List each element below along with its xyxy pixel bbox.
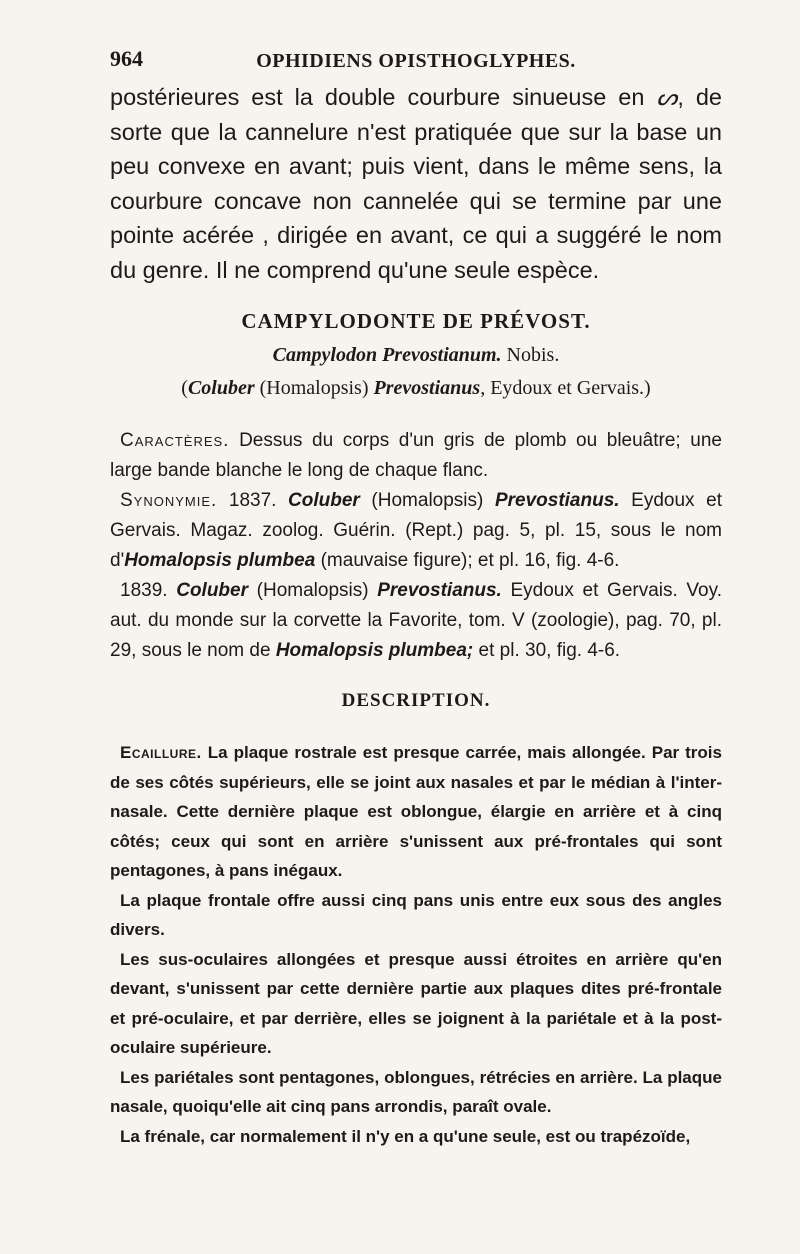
binomial-author: Nobis.: [501, 344, 560, 366]
synonymie-rest-1: Eydoux et Gervais. Magaz. zoolog. Guérin. (Rept.) pag. 5, pl. 15, sous le nom d': [110, 490, 722, 571]
running-head: OPHIDIENS OPISTHOGLYPHES.: [256, 50, 576, 72]
lead-paragraph: [110, 80, 722, 287]
synonym-genus: Coluber: [187, 377, 255, 399]
synonym-subgenus: (Homalopsis): [254, 377, 374, 399]
synonymie-year-2: 1839.: [120, 580, 177, 601]
synonymie-sub-1: (Homalopsis): [359, 490, 495, 511]
synonym-line: [110, 377, 722, 400]
caracteres-text: Dessus du corps d'un gris de plomb ou bleuâtre; une large bande blanche le long de chaque flanc.: [110, 430, 722, 481]
page-header: [110, 42, 722, 80]
synonymie-year-1: 1837.: [217, 490, 289, 511]
synonymie-rest-2: Eydoux et Gervais. Voy. aut. du monde sur la corvette la Favorite, tom. V (zoologie), pag. 70, pl. 29, sous le nom de: [110, 580, 722, 661]
binomial-latin: Campylodon Prevostianum.: [272, 344, 502, 366]
caracteres-paragraph: [110, 426, 722, 486]
description-paragraph-4: Les pariétales sont pentagones, oblongues, rétrécies en arrière. La plaque nasale, quoiqu'elle ait cinq pans arrondis, paraît ovale.: [110, 1067, 722, 1116]
synonymie-paragraph-2: [110, 576, 722, 666]
synonymie-label: Synonymie.: [120, 490, 218, 511]
synonymie-species-2: Prevostianus.: [377, 580, 502, 601]
synonymie-end-1: (mauvaise figure); et pl. 16, fig. 4-6.: [315, 550, 620, 571]
synonymie-end-2: et pl. 30, fig. 4-6.: [473, 640, 621, 661]
description-paragraph-2: La plaque frontale offre aussi cinq pans unis entre eux sous des angles divers.: [110, 890, 722, 939]
page-number: 964: [110, 46, 143, 71]
description-paragraph-1: [110, 738, 722, 886]
lead-text-a: postérieures est la double courbure sinueuse en: [110, 84, 657, 110]
lead-text-b: , de sorte que la cannelure n'est pratiquée que sur la base un peu convexe en avant; puis vient, dans le même sens, la courbure concave non cannelée qui se termine par une pointe acérée , dirigée en avant, ce qui a suggéré le nom du genre. Il ne comprend qu'une seule espèce.: [110, 84, 722, 283]
binomial-name: [110, 344, 722, 367]
book-page: [110, 42, 722, 1151]
synonymie-paragraph-1: [110, 486, 722, 576]
synonymie-name-1: Homalopsis plumbea: [124, 550, 316, 571]
ecaillure-label: Ecaillure.: [120, 743, 202, 762]
synonym-open: (: [181, 377, 188, 399]
description-text-1: La plaque rostrale est presque carrée, mais allongée. Par trois de ses côtés supérieurs, elle se joint aux nasales et par le médian à l'inter-nasale. Cette dernière plaque est oblongue, élargie en arrière et à cinq côtés; ceux qui sont en arrière s'unissent aux pré-frontales qui sont pentagones, à pans inégaux.: [110, 743, 722, 880]
synonym-author: , Eydoux et Gervais.): [480, 377, 651, 399]
description-paragraph-3: Les sus-oculaires allongées et presque aussi étroites en arrière qu'en devant, s'unissent par cette dernière partie aux plaques dites pré-frontale et pré-oculaire, et par derrière, elles se joignent à la pariétale et à la post-oculaire supérieure.: [110, 949, 722, 1057]
species-title: CAMPYLODONTE DE PRÉVOST.: [241, 309, 591, 333]
synonymie-genus-2: Coluber: [176, 580, 248, 601]
synonymie-name-2: Homalopsis plumbea;: [275, 640, 474, 661]
caracteres-label: Caractères.: [120, 430, 230, 451]
description-paragraph-5: La frénale, car normalement il n'y en a qu'une seule, est ou trapézoïde,: [120, 1126, 691, 1146]
synonymie-genus-1: Coluber: [288, 490, 360, 511]
sinuous-curve-symbol: ᔕ: [656, 84, 678, 110]
synonymie-sub-2: (Homalopsis): [248, 580, 378, 601]
description-title: DESCRIPTION.: [341, 690, 491, 711]
synonymie-species-1: Prevostianus.: [494, 490, 620, 511]
synonym-species: Prevostianus: [373, 377, 481, 399]
